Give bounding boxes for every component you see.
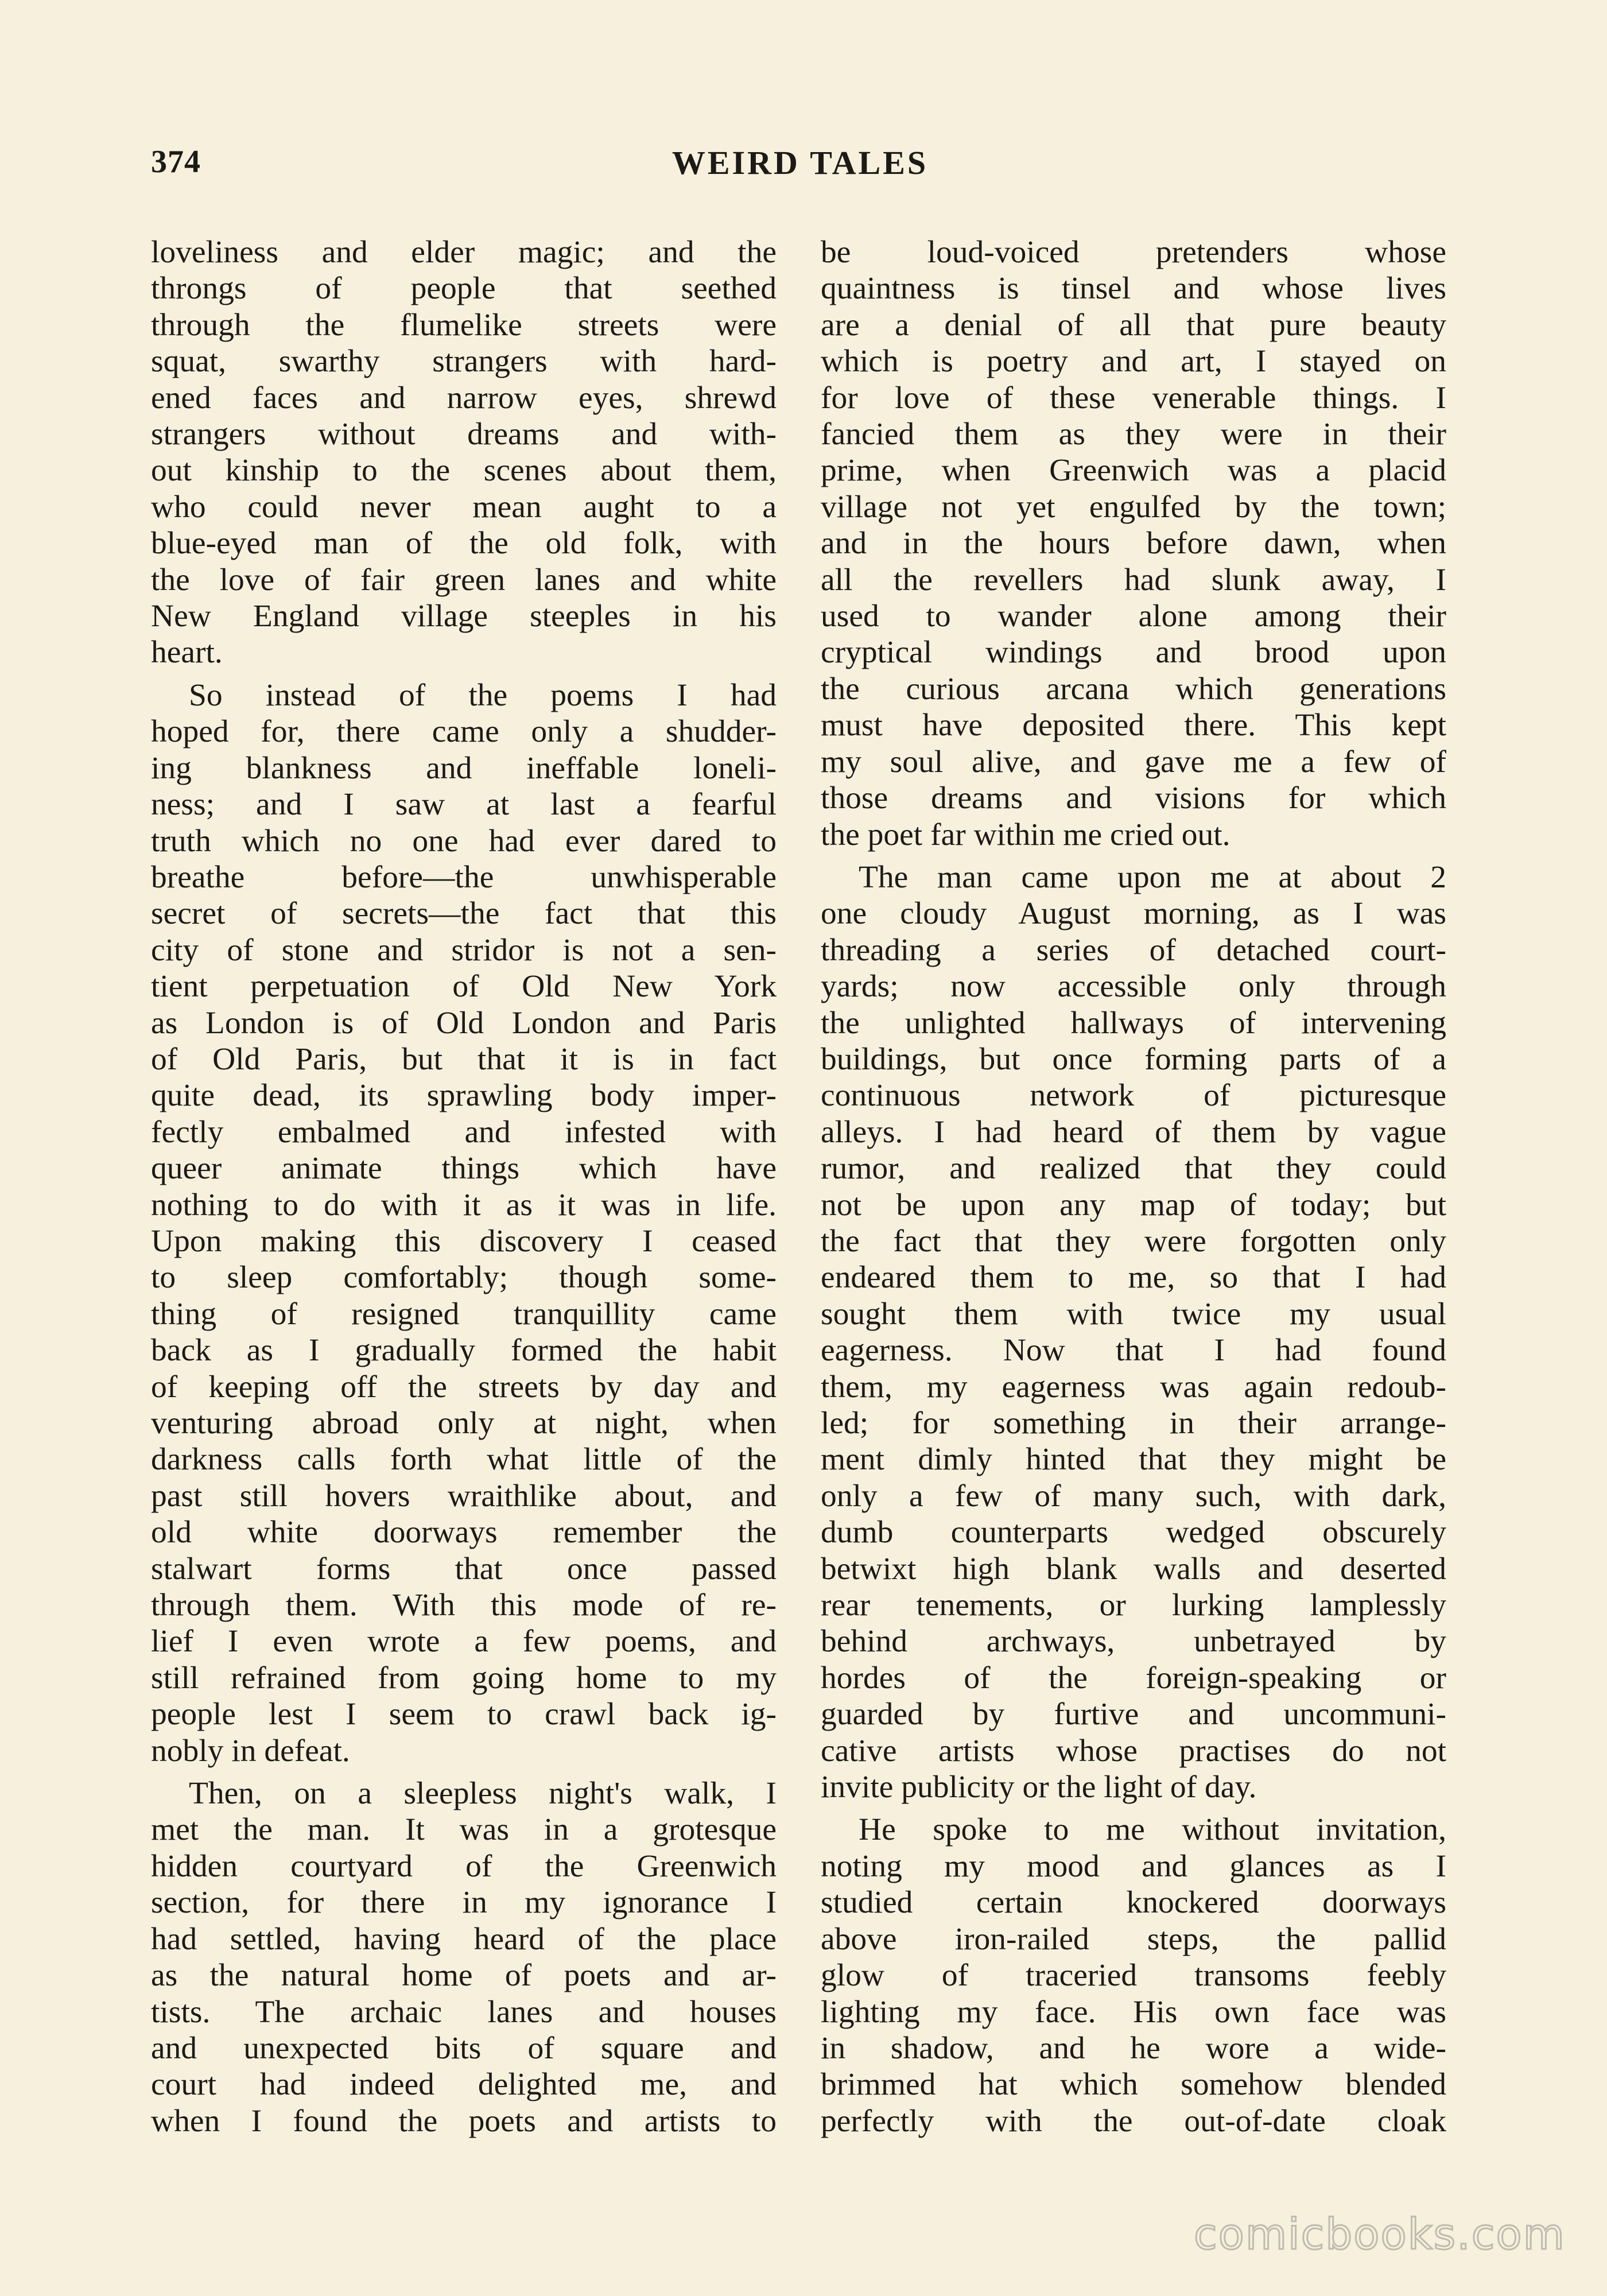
text-line: must have deposited there. This kept [821,708,1446,743]
text-line: city of stone and stridor is not a sen- [151,932,777,968]
paragraph [821,1812,1446,2139]
text-line: when I found the poets and artists to [151,2103,777,2139]
text-line: back as I gradually formed the habit [151,1333,777,1368]
text-line: yards; now accessible only through [821,969,1446,1004]
text-line: section, for there in my ignorance I [151,1885,777,1921]
text-line: The man came upon me at about 2 [859,859,1446,895]
text-line: the love of fair green lanes and white [151,562,777,598]
text-line: of Old Paris, but that it is in fact [151,1041,777,1077]
text-line: the fact that they were forgotten only [821,1223,1446,1259]
text-line: glow of traceried transoms feebly [821,1958,1446,1994]
text-line: through them. With this mode of re- [151,1588,777,1623]
text-line: them, my eagerness was again redoub- [821,1369,1446,1405]
text-line: had settled, having heard of the place [151,1921,777,1957]
text-line: old white doorways remember the [151,1515,777,1550]
paragraph [151,1775,777,2139]
page-number: 374 [151,144,201,180]
text-line: squat, swarthy strangers with hard- [151,344,777,379]
text-line: noting my mood and glances as I [821,1848,1446,1884]
page-header [151,144,1449,195]
text-line: lighting my face. His own face was [821,1994,1446,2030]
text-line: guarded by furtive and uncommuni- [821,1697,1446,1732]
text-line: invite publicity or the light of day. [821,1770,1257,1805]
text-line: So instead of the poems I had [189,677,777,713]
text-line: blue-eyed man of the old folk, with [151,526,777,561]
text-line: rear tenements, or lurking lamplessly [821,1588,1446,1623]
text-line: eagerness. Now that I had found [821,1333,1446,1368]
text-line: threading a series of detached court- [821,932,1446,968]
text-line: hordes of the foreign-speaking or [821,1660,1446,1696]
text-line: studied certain knockered doorways [821,1885,1446,1921]
text-line: to sleep comfortably; though some- [151,1260,777,1296]
text-line: sought them with twice my usual [821,1296,1446,1332]
text-line: Then, on a sleepless night's walk, I [189,1776,777,1812]
text-line: queer animate things which have [151,1151,777,1186]
text-line: the poet far within me cried out. [821,817,1231,852]
text-line: who could never mean aught to a [151,489,777,525]
paragraph [821,859,1446,1806]
text-line: lief I even wrote a few poems, and [151,1624,777,1659]
text-line: throngs of people that seethed [151,271,777,307]
text-line: nothing to do with it as it was in life. [151,1187,777,1223]
text-line: above iron-railed steps, the pallid [821,1921,1446,1957]
text-line: the unlighted hallways of intervening [821,1005,1446,1041]
text-line: secret of secrets—the fact that this [151,896,777,932]
text-line: those dreams and visions for which [821,781,1446,816]
right-column [821,234,1446,2139]
text-line: prime, when Greenwich was a placid [821,453,1446,488]
text-line: be loud-voiced pretenders whose [821,235,1446,270]
text-line: ing blankness and ineffable loneli- [151,750,777,786]
text-line: thing of resigned tranquillity came [151,1296,777,1332]
text-line: rumor, and realized that they could [821,1151,1446,1186]
text-line: for love of these venerable things. I [821,380,1446,416]
text-line: New England village steeples in his [151,599,777,634]
text-line: my soul alive, and gave me a few of [821,744,1446,779]
text-line: in shadow, and he wore a wide- [821,2030,1446,2066]
text-line: behind archways, unbetrayed by [821,1624,1446,1659]
text-line: cryptical windings and brood upon [821,635,1446,670]
text-line: out kinship to the scenes about them, [151,453,777,488]
text-line: used to wander alone among their [821,599,1446,634]
text-line: and unexpected bits of square and [151,2030,777,2066]
text-line: hidden courtyard of the Greenwich [151,1848,777,1884]
text-line: as London is of Old London and Paris [151,1005,777,1041]
text-line: ened faces and narrow eyes, shrewd [151,380,777,416]
text-line: ness; and I saw at last a fearful [151,787,777,823]
paragraph [151,677,777,1769]
text-line: venturing abroad only at night, when [151,1406,777,1441]
text-line: stalwart forms that once passed [151,1551,777,1587]
text-line: cative artists whose practises do not [821,1733,1446,1768]
text-line: perfectly with the out-of-date cloak [821,2103,1446,2139]
paragraph [821,234,1446,853]
text-line: hoped for, there came only a shudder- [151,714,777,750]
left-column [151,234,777,2139]
text-line: village not yet engulfed by the town; [821,489,1446,525]
text-line: continuous network of picturesque [821,1078,1446,1114]
text-line: betwixt high blank walls and deserted [821,1551,1446,1587]
text-line: led; for something in their arrange- [821,1406,1446,1441]
text-line: quaintness is tinsel and whose lives [821,271,1446,307]
text-line: Upon making this discovery I ceased [151,1223,777,1259]
text-line: people lest I seem to crawl back ig- [151,1697,777,1732]
text-line: fectly embalmed and infested with [151,1114,777,1150]
text-line: and in the hours before dawn, when [821,526,1446,561]
watermark-logo: comicbooks.com [1194,2210,1566,2259]
text-line: still refrained from going home to my [151,1660,777,1696]
text-line: alleys. I had heard of them by vague [821,1114,1446,1150]
text-line: the curious arcana which generations [821,671,1446,707]
text-line: endeared them to me, so that I had [821,1260,1446,1296]
text-line: ment dimly hinted that they might be [821,1442,1446,1477]
text-line: tient perpetuation of Old New York [151,969,777,1004]
text-line: quite dead, its sprawling body imper- [151,1078,777,1114]
text-line: not be upon any map of today; but [821,1187,1446,1223]
paragraph [151,234,777,671]
text-line: as the natural home of poets and ar- [151,1958,777,1994]
text-line: truth which no one had ever dared to [151,823,777,859]
text-line: loveliness and elder magic; and the [151,235,777,270]
running-head: WEIRD TALES [671,144,929,181]
text-line: which is poetry and art, I stayed on [821,344,1446,379]
text-line: all the revellers had slunk away, I [821,562,1446,598]
text-line: one cloudy August morning, as I was [821,896,1446,932]
text-line: heart. [151,635,223,670]
text-line: only a few of many such, with dark, [821,1478,1446,1514]
text-line: court had indeed delighted me, and [151,2067,777,2103]
text-line: dumb counterparts wedged obscurely [821,1515,1446,1550]
text-line: He spoke to me without invitation, [859,1812,1446,1848]
text-line: of keeping off the streets by day and [151,1369,777,1405]
text-line: met the man. It was in a grotesque [151,1812,777,1848]
text-line: strangers without dreams and with- [151,417,777,452]
text-line: through the flumelike streets were [151,307,777,343]
text-line: brimmed hat which somehow blended [821,2067,1446,2103]
text-line: buildings, but once forming parts of a [821,1041,1446,1077]
text-line: fancied them as they were in their [821,417,1446,452]
text-line: are a denial of all that pure beauty [821,307,1446,343]
text-line: darkness calls forth what little of the [151,1442,777,1477]
text-line: nobly in defeat. [151,1733,350,1768]
text-line: tists. The archaic lanes and houses [151,1994,777,2030]
text-line: past still hovers wraithlike about, and [151,1478,777,1514]
text-line: breathe before—the unwhisperable [151,859,777,895]
